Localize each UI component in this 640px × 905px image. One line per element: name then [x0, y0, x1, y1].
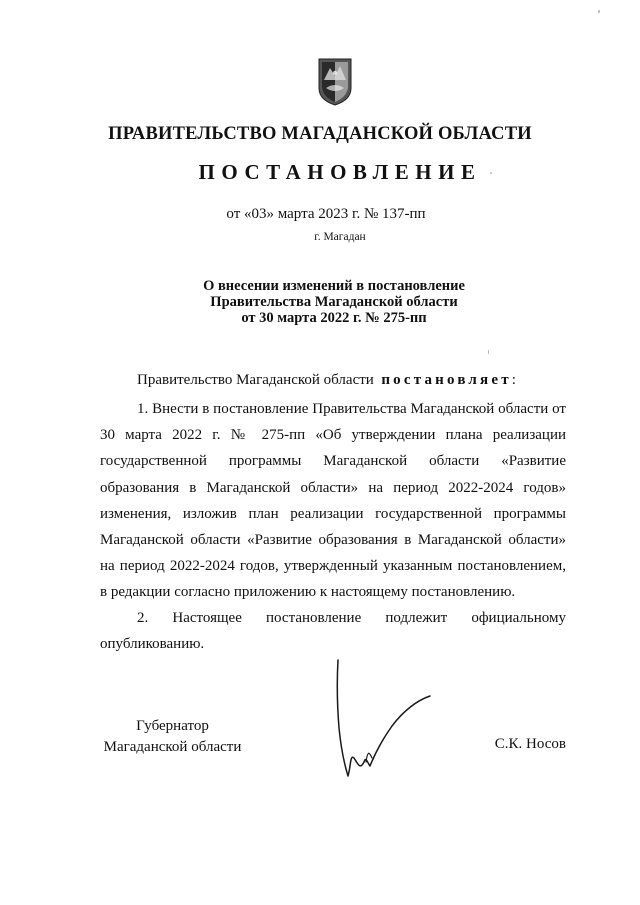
preamble [137, 372, 516, 389]
document-subject [0, 278, 640, 326]
preamble-prefix: Правительство Магаданской области [137, 372, 374, 388]
signatory-position-line: Губернатор [136, 718, 209, 734]
subject-line: О внесении изменений в постановление [203, 278, 465, 294]
scan-speck [598, 10, 600, 13]
scan-speck [490, 172, 492, 174]
signatory-position [100, 716, 245, 758]
document-date-number: от «03» марта 2023 г. № 137-пп [226, 206, 426, 222]
scan-speck [488, 350, 489, 354]
preamble-suffix: : [511, 372, 516, 388]
document-city: г. Магадан [314, 231, 366, 243]
paragraph-1: 1. Внести в постановление Правительства Магаданской области от 30 марта 2022 г. № 275-пп «Об утверждении плана реализации государственной программы Магаданской области «Развитие образования в Магаданской области» на период 2022-2024 годов» изменения, изложив план реализации государственной программы Магаданской области «Развитие образования в Магаданской области» на период 2022-2024 годов, утвержденный указанным постановлением, в редакции согласно приложению к настоящему постановлению. [100, 401, 566, 601]
coat-of-arms-emblem [318, 58, 352, 106]
preamble-keyword: постановляет [381, 372, 512, 388]
handwritten-signature [326, 658, 436, 788]
document-type-title: ПОСТАНОВЛЕНИЕ [198, 160, 482, 184]
paragraph-2: 2. Настоящее постановление подлежит официальному опубликованию. [100, 610, 566, 653]
signatory-name: С.К. Носов [494, 736, 566, 752]
signatory-position-line: Магаданской области [103, 739, 242, 755]
organization-title: ПРАВИТЕЛЬСТВО МАГАДАНСКОЙ ОБЛАСТИ [108, 124, 532, 144]
subject-line: от 30 марта 2022 г. № 275-пп [241, 310, 427, 326]
subject-line: Правительства Магаданской области [210, 294, 458, 310]
